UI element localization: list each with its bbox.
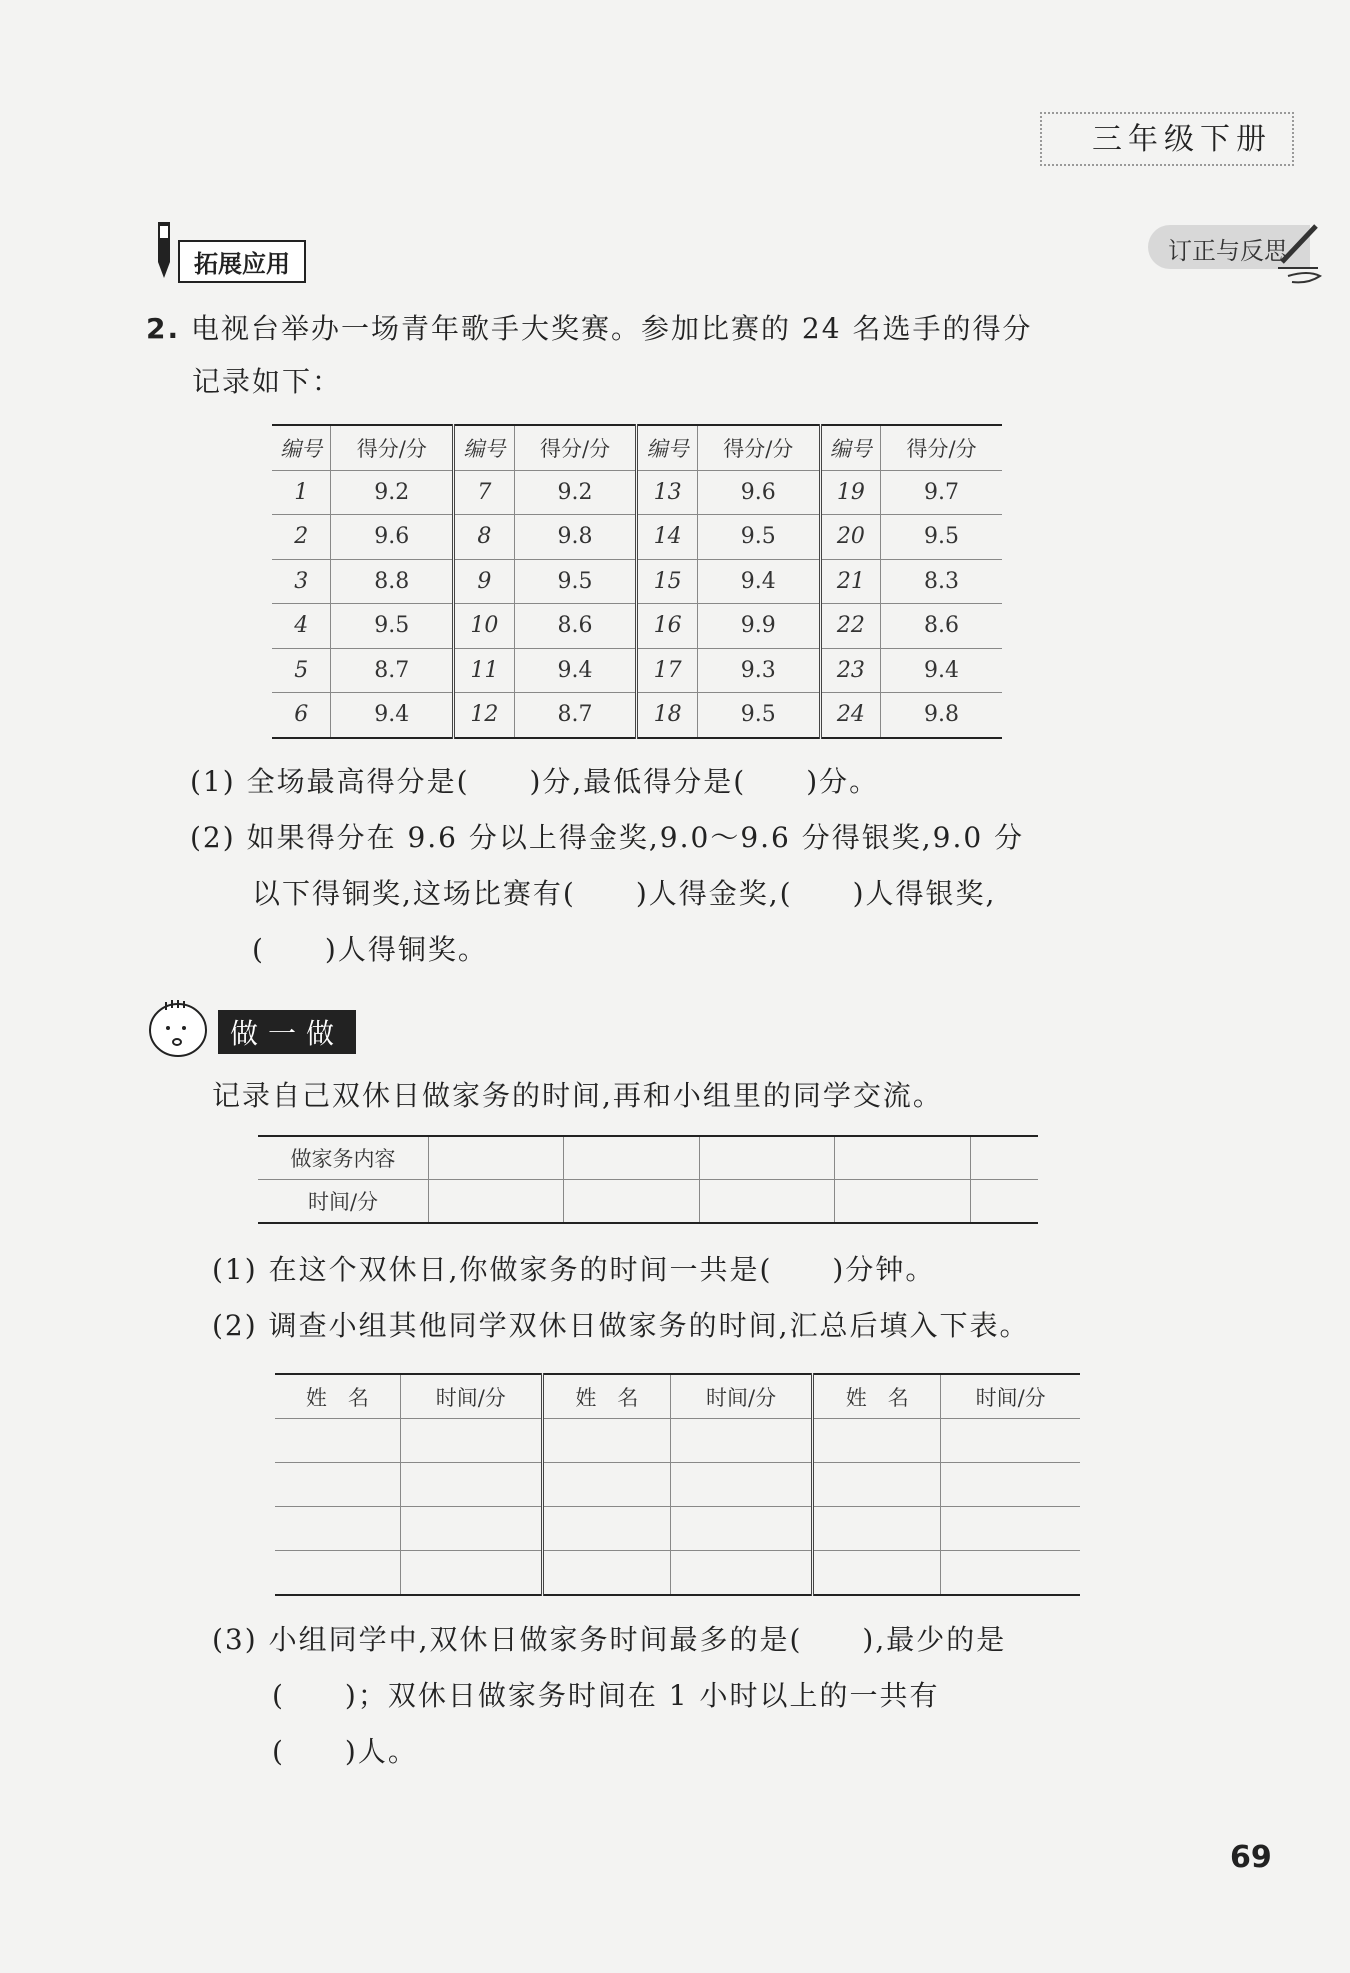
table-cell[interactable] — [542, 1507, 670, 1551]
table-cell[interactable] — [275, 1463, 400, 1507]
contestant-id: 2 — [272, 515, 331, 560]
correction-reflection-label: 订正与反思 — [1168, 237, 1288, 265]
table-row — [272, 604, 1002, 649]
table-cell[interactable] — [400, 1507, 542, 1551]
table-cell[interactable] — [941, 1507, 1080, 1551]
header-time: 时间/分 — [671, 1374, 813, 1419]
header-time: 时间/分 — [941, 1374, 1080, 1419]
contestant-score: 9.5 — [331, 604, 454, 649]
question-2-line2: 记录如下： — [192, 365, 343, 398]
header-score: 得分/分 — [697, 425, 820, 470]
table-cell[interactable] — [542, 1551, 670, 1596]
table-cell[interactable] — [400, 1551, 542, 1596]
table-row — [272, 559, 1002, 604]
contestant-score: 9.3 — [697, 648, 820, 693]
table-cell[interactable] — [941, 1419, 1080, 1463]
contestant-id: 23 — [820, 648, 880, 693]
table-cell[interactable] — [813, 1507, 941, 1551]
score-table — [272, 424, 1002, 739]
header-score: 得分/分 — [514, 425, 637, 470]
contestant-score: 9.7 — [881, 470, 1002, 515]
header-id: 编号 — [272, 425, 331, 470]
contestant-id: 15 — [637, 559, 697, 604]
contestant-id: 10 — [454, 604, 514, 649]
table-cell[interactable] — [813, 1551, 941, 1596]
contestant-score: 9.6 — [697, 470, 820, 515]
question-2-1: (1) 全场最高得分是( )分,最低得分是( )分。 — [190, 765, 880, 798]
table-row — [275, 1463, 1080, 1507]
contestant-score: 9.5 — [881, 515, 1002, 560]
contestant-score: 9.4 — [331, 693, 454, 738]
question-do-1: (1) 在这个双休日,你做家务的时间一共是( )分钟。 — [212, 1253, 936, 1286]
extension-section-title: 拓展应用 — [178, 240, 306, 283]
chore-content-row — [258, 1136, 1038, 1180]
table-row — [272, 515, 1002, 560]
table-cell[interactable] — [699, 1180, 834, 1224]
contestant-score: 9.4 — [881, 648, 1002, 693]
contestant-score: 9.8 — [514, 515, 637, 560]
header-id: 编号 — [454, 425, 514, 470]
header-name: 姓 名 — [542, 1374, 670, 1419]
table-row — [272, 693, 1002, 738]
header-name: 姓 名 — [813, 1374, 941, 1419]
contestant-id: 19 — [820, 470, 880, 515]
chore-time-label: 时间/分 — [258, 1180, 429, 1224]
table-cell[interactable] — [429, 1180, 564, 1224]
question-do-3-line2: ( )；双休日做家务时间在 1 小时以上的一共有 — [272, 1679, 940, 1712]
header-time: 时间/分 — [400, 1374, 542, 1419]
contestant-id: 12 — [454, 693, 514, 738]
pen-icon — [1268, 222, 1328, 292]
table-row — [272, 648, 1002, 693]
contestant-score: 8.7 — [331, 648, 454, 693]
group-header-row — [275, 1374, 1080, 1419]
contestant-score: 9.4 — [697, 559, 820, 604]
table-cell[interactable] — [970, 1180, 1038, 1224]
contestant-id: 24 — [820, 693, 880, 738]
table-cell[interactable] — [671, 1419, 813, 1463]
contestant-id: 1 — [272, 470, 331, 515]
contestant-id: 5 — [272, 648, 331, 693]
contestant-id: 20 — [820, 515, 880, 560]
table-cell[interactable] — [542, 1463, 670, 1507]
pencil-icon — [150, 220, 180, 282]
table-cell[interactable] — [941, 1551, 1080, 1596]
chore-content-label: 做家务内容 — [258, 1136, 429, 1180]
header-id: 编号 — [637, 425, 697, 470]
contestant-id: 13 — [637, 470, 697, 515]
contestant-score: 9.5 — [697, 693, 820, 738]
group-table — [275, 1373, 1080, 1596]
contestant-score: 8.7 — [514, 693, 637, 738]
cartoon-face-icon — [146, 998, 218, 1060]
table-row — [275, 1507, 1080, 1551]
header-id: 编号 — [820, 425, 880, 470]
table-cell[interactable] — [699, 1136, 834, 1180]
chore-table — [258, 1135, 1038, 1224]
header-score: 得分/分 — [331, 425, 454, 470]
contestant-score: 9.9 — [697, 604, 820, 649]
contestant-score: 9.2 — [514, 470, 637, 515]
contestant-score: 9.4 — [514, 648, 637, 693]
chore-time-row — [258, 1180, 1038, 1224]
contestant-score: 9.6 — [331, 515, 454, 560]
question-do-3-line1: (3) 小组同学中,双休日做家务时间最多的是( ),最少的是 — [212, 1623, 1007, 1656]
table-cell[interactable] — [400, 1463, 542, 1507]
table-cell[interactable] — [275, 1507, 400, 1551]
contestant-score: 9.8 — [881, 693, 1002, 738]
contestant-score: 8.6 — [881, 604, 1002, 649]
table-cell[interactable] — [835, 1180, 970, 1224]
contestant-id: 7 — [454, 470, 514, 515]
table-cell[interactable] — [542, 1419, 670, 1463]
question-2-2-line3: ( )人得铜奖。 — [252, 933, 488, 966]
contestant-score: 9.5 — [514, 559, 637, 604]
question-prompt: 电视台举办一场青年歌手大奖赛。参加比赛的 24 名选手的得分 — [191, 312, 1033, 345]
page-number: 69 — [1230, 1840, 1272, 1875]
do-it-section-title: 做一做 — [218, 1010, 356, 1054]
contestant-id: 11 — [454, 648, 514, 693]
contestant-score: 8.6 — [514, 604, 637, 649]
question-2-line1 — [146, 312, 1033, 345]
table-cell[interactable] — [813, 1419, 941, 1463]
contestant-id: 9 — [454, 559, 514, 604]
table-cell[interactable] — [275, 1551, 400, 1596]
question-2-2-line1: (2) 如果得分在 9.6 分以上得金奖,9.0～9.6 分得银奖,9.0 分 — [190, 821, 1025, 854]
header-score: 得分/分 — [881, 425, 1002, 470]
do-it-intro: 记录自己双休日做家务的时间,再和小组里的同学交流。 — [212, 1079, 943, 1112]
grade-label-box — [1040, 112, 1294, 166]
question-2-2-line2: 以下得铜奖,这场比赛有( )人得金奖,( )人得银奖, — [252, 877, 997, 910]
contestant-id: 18 — [637, 693, 697, 738]
question-do-3-line3: ( )人。 — [272, 1735, 418, 1768]
question-do-2: (2) 调查小组其他同学双休日做家务的时间,汇总后填入下表。 — [212, 1309, 1030, 1342]
table-row — [275, 1551, 1080, 1596]
table-cell[interactable] — [671, 1551, 813, 1596]
table-header-row — [272, 425, 1002, 470]
table-row — [275, 1419, 1080, 1463]
table-cell[interactable] — [564, 1180, 699, 1224]
table-cell[interactable] — [671, 1463, 813, 1507]
contestant-score: 9.2 — [331, 470, 454, 515]
header-name: 姓 名 — [275, 1374, 400, 1419]
table-cell[interactable] — [564, 1136, 699, 1180]
table-cell[interactable] — [400, 1419, 542, 1463]
contestant-id: 3 — [272, 559, 331, 604]
contestant-id: 14 — [637, 515, 697, 560]
table-cell[interactable] — [671, 1507, 813, 1551]
table-cell[interactable] — [275, 1419, 400, 1463]
contestant-score: 8.3 — [881, 559, 1002, 604]
question-number: 2. — [146, 312, 181, 345]
table-cell[interactable] — [970, 1136, 1038, 1180]
contestant-id: 4 — [272, 604, 331, 649]
contestant-id: 21 — [820, 559, 880, 604]
contestant-score: 8.8 — [331, 559, 454, 604]
contestant-id: 16 — [637, 604, 697, 649]
contestant-id: 8 — [454, 515, 514, 560]
contestant-id: 22 — [820, 604, 880, 649]
table-cell[interactable] — [835, 1136, 970, 1180]
grade-label: 三年级下册 — [1092, 122, 1272, 157]
table-cell[interactable] — [429, 1136, 564, 1180]
table-row — [272, 470, 1002, 515]
table-cell[interactable] — [813, 1463, 941, 1507]
contestant-score: 9.5 — [697, 515, 820, 560]
table-cell[interactable] — [941, 1463, 1080, 1507]
contestant-id: 17 — [637, 648, 697, 693]
contestant-id: 6 — [272, 693, 331, 738]
do-it-section-header — [146, 998, 345, 1064]
